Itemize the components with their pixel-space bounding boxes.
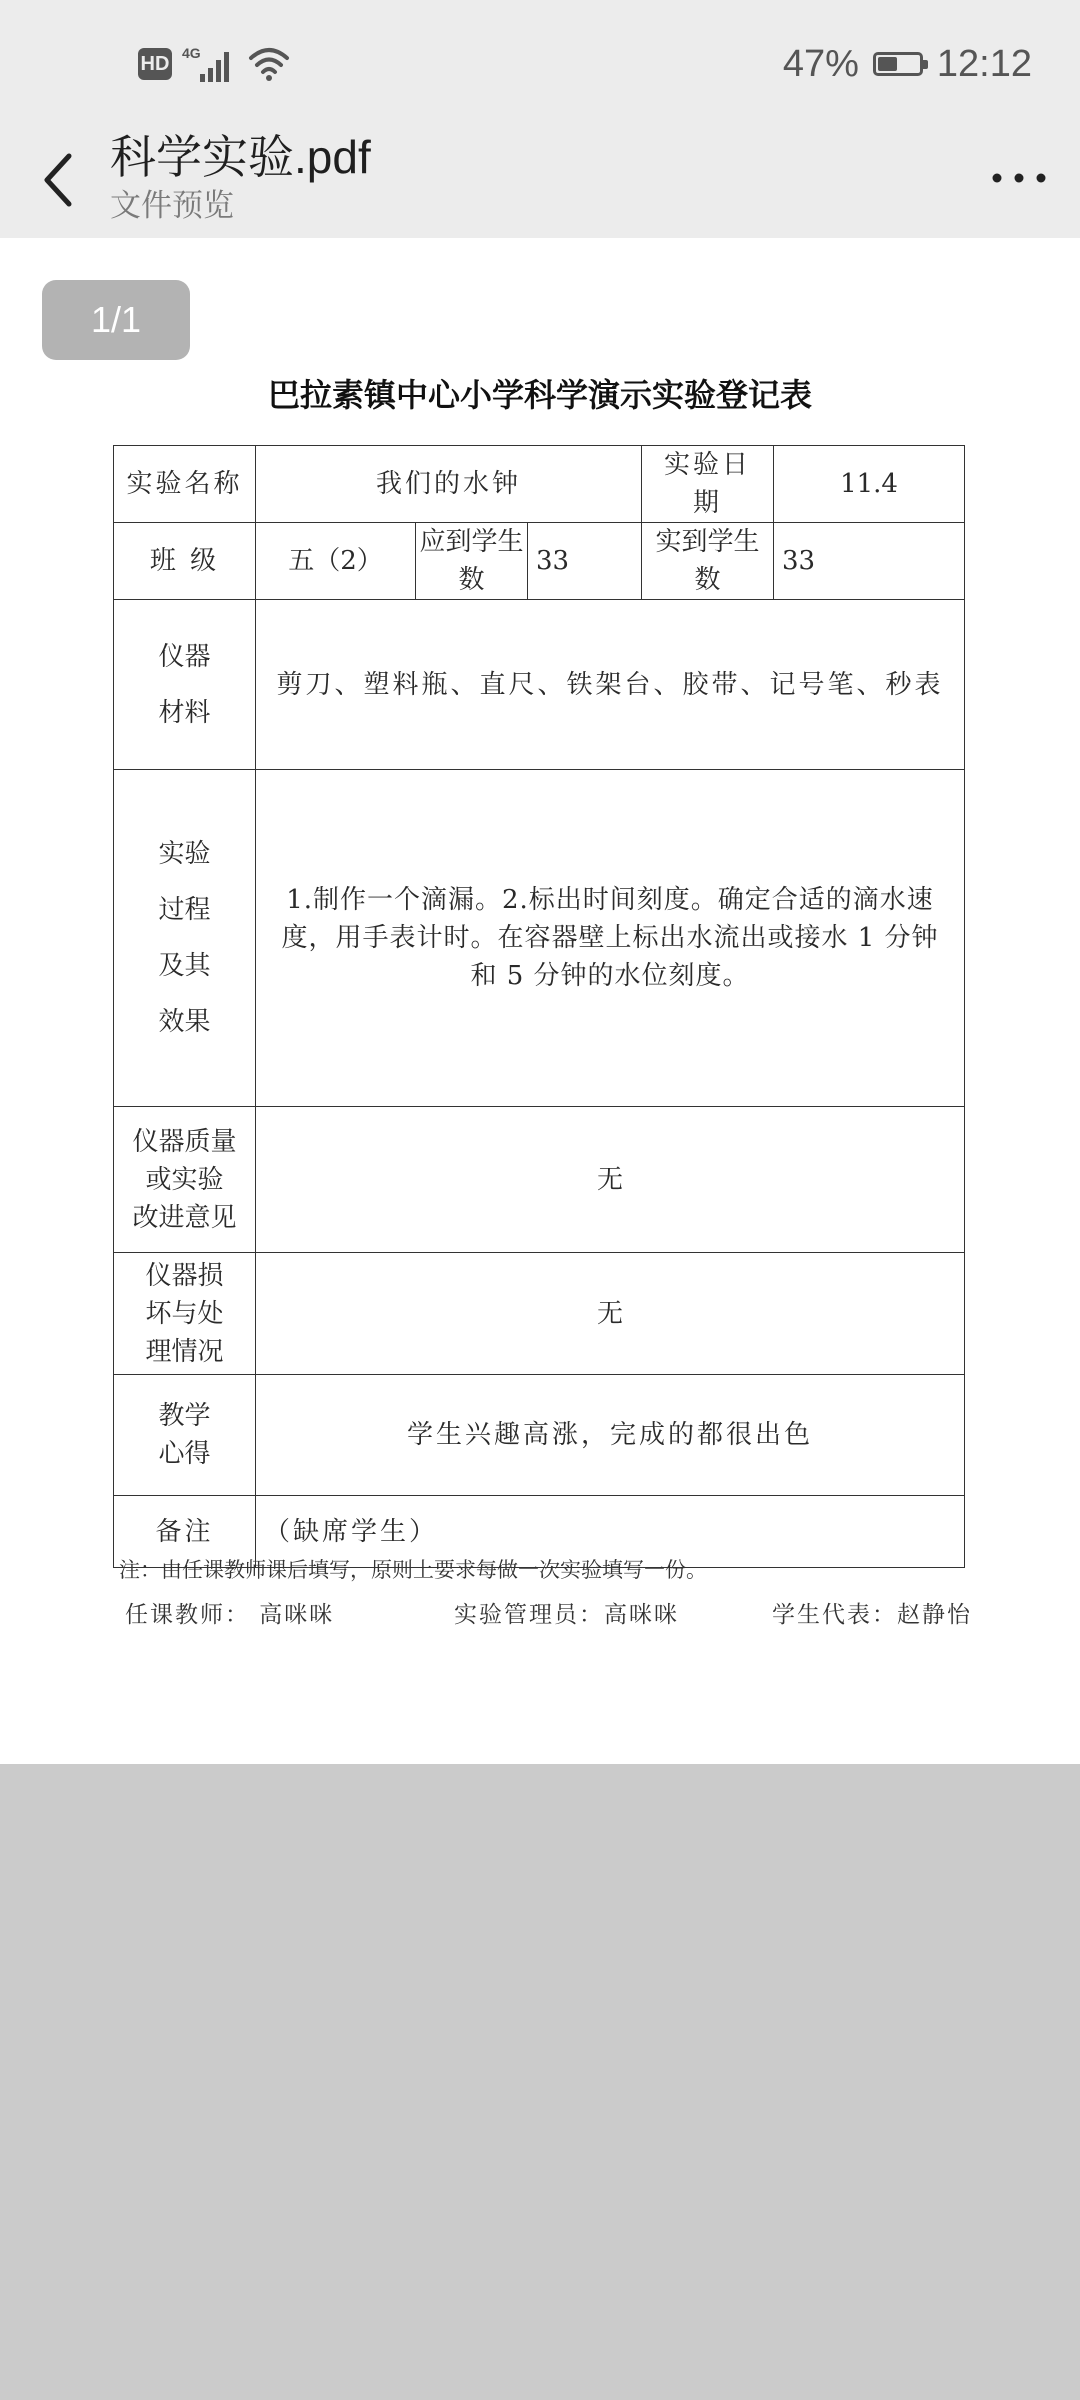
table-row — [114, 770, 965, 1107]
process-line: 度，用手表计时。在容器壁上标出水流出或接水 1 分钟 — [281, 923, 939, 953]
clock: 12:12 — [936, 42, 1032, 85]
quality-label-line: 改进意见 — [132, 1202, 237, 1233]
table-row — [114, 1375, 965, 1496]
quality-label — [114, 1107, 256, 1253]
wifi-icon — [248, 46, 290, 82]
teacher-signature: 任课教师： 高咪咪 — [125, 1602, 335, 1628]
equipment-value: 剪刀、塑料瓶、直尺、铁架台、胶带、记号笔、秒表 — [256, 600, 965, 770]
pdf-page[interactable] — [0, 238, 1080, 1764]
exp-name-value: 我们的水钟 — [256, 446, 642, 523]
insight-label — [114, 1375, 256, 1496]
equipment-label-line: 材料 — [158, 697, 211, 728]
status-bar — [0, 0, 1080, 130]
more-options-button[interactable] — [984, 148, 1054, 208]
table-row — [114, 600, 965, 770]
process-label — [114, 770, 256, 1107]
document-title: 巴拉素镇中心小学科学演示实验登记表 — [267, 376, 812, 414]
process-value — [256, 770, 965, 1107]
experiment-record-table — [113, 445, 965, 1568]
expected-students-value: 33 — [528, 523, 642, 600]
remark-label: 备注 — [114, 1496, 256, 1568]
process-line: 和 5 分钟的水位刻度。 — [470, 961, 750, 991]
battery-percent: 47% — [782, 42, 859, 85]
cellular-signal-icon — [182, 44, 238, 84]
equipment-label — [114, 600, 256, 770]
battery-icon — [873, 52, 923, 76]
quality-label-line: 仪器质量 — [132, 1126, 237, 1157]
insight-label-line: 教学 — [158, 1401, 211, 1431]
file-title: 科学实验.pdf — [110, 131, 371, 183]
damage-label-line: 坏与处 — [145, 1298, 224, 1329]
table-row — [114, 446, 965, 523]
exp-date-label: 实验日期 — [642, 446, 774, 523]
process-line: 1.制作一个滴漏。2.标出时间刻度。确定合适的滴水速 — [286, 885, 934, 915]
status-left — [138, 42, 290, 86]
hd-icon: HD — [138, 48, 172, 80]
file-subtitle: 文件预览 — [110, 188, 234, 223]
quality-label-line: 或实验 — [145, 1164, 224, 1195]
admin-signature: 实验管理员：高咪咪 — [454, 1602, 679, 1628]
status-right — [783, 36, 1032, 92]
battery-level-fill — [878, 57, 897, 71]
student-rep-signature: 学生代表：赵静怡 — [772, 1602, 972, 1628]
damage-value: 无 — [256, 1253, 965, 1375]
remark-value: （缺席学生） — [256, 1496, 965, 1568]
table-row — [114, 1107, 965, 1253]
class-label: 班 级 — [114, 523, 256, 600]
page-indicator: 1/1 — [42, 280, 190, 360]
network-type-label: 4G — [182, 45, 201, 61]
app-header — [0, 130, 1080, 238]
exp-name-label: 实验名称 — [114, 446, 256, 523]
damage-label — [114, 1253, 256, 1375]
insight-label-line: 心得 — [158, 1439, 211, 1469]
actual-students-value: 33 — [774, 523, 965, 600]
damage-label-line: 仪器损 — [145, 1260, 224, 1291]
actual-students-label: 实到学生数 — [642, 523, 774, 600]
footnote: 注：由任课教师课后填写，原则上要求每做一次实验填写一份。 — [119, 1558, 707, 1582]
damage-label-line: 理情况 — [145, 1336, 224, 1367]
process-label-line: 过程 — [158, 895, 211, 925]
process-label-line: 实验 — [158, 839, 211, 869]
insight-value: 学生兴趣高涨，完成的都很出色 — [256, 1375, 965, 1496]
expected-students-label: 应到学生数 — [416, 523, 528, 600]
back-button[interactable] — [28, 140, 88, 220]
table-row — [114, 1253, 965, 1375]
exp-date-value: 11.4 — [774, 446, 965, 523]
class-value: 五（2） — [256, 523, 416, 600]
quality-value: 无 — [256, 1107, 965, 1253]
process-label-line: 效果 — [158, 1007, 211, 1037]
table-row — [114, 523, 965, 600]
equipment-label-line: 仪器 — [158, 641, 211, 672]
process-label-line: 及其 — [158, 951, 211, 981]
empty-viewer-area — [0, 1764, 1080, 2400]
chevron-left-icon — [41, 152, 75, 208]
more-horizontal-icon — [991, 172, 1047, 184]
